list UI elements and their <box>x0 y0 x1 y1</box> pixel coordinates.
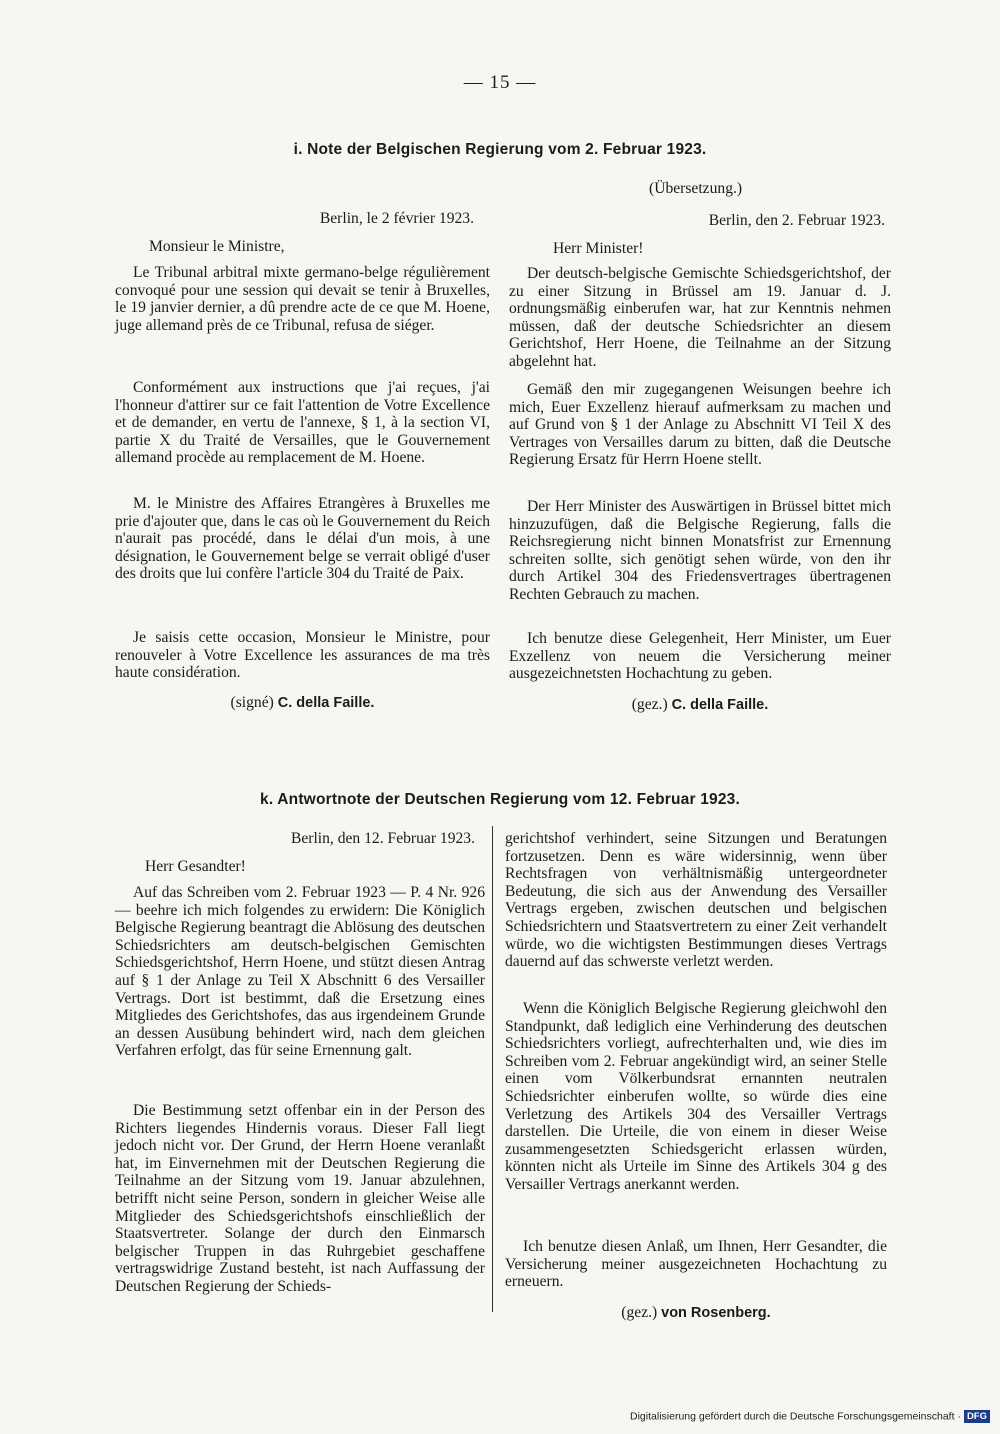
german-paragraph-3: Der Herr Minister des Auswärtigen in Brüssel bittet mich hinzuzufügen, daß die Belgische Regierung, falls die Reichsregierung nicht binnen Monatsfrist zur Ernennung schreiten sollte, sich genötigt sehen würde, von den ihr durch Artikel 304 des Friedensvertrages übertragenen Rechten Gebrauch zu machen. <box>509 498 891 603</box>
german-paragraph-1: Der deutsch-belgische Gemischte Schiedsgerichtshof, der zu einer Sitzung in Brüssel am 19. Januar d. J. ordnungsmäßig einberufen war, hat zur Kenntnis nehmen müssen, daß der deutsche Schiedsrichter an diesem Gerichtshof, Herr Hoene, die Teilnahme an der Sitzung abgelehnt hat. <box>509 265 891 370</box>
french-salutation: Monsieur le Ministre, <box>149 238 285 255</box>
section-k-signature <box>505 1304 887 1322</box>
german-translation-note: (Übersetzung.) <box>649 180 743 197</box>
french-paragraph-3: M. le Ministre des Affaires Etrangères à Bruxelles me prie d'ajouter que, dans le cas où le Gouvernement du Reich n'aurait pas procédé, dans le délai d'un mois, à une désignation, le Gouvernement belge se verrait obligé d'user des droits que lui confère l'article 304 du Traité de Paix. <box>115 495 490 583</box>
french-signature-name: C. della Faille. <box>277 695 375 711</box>
german-signature <box>509 696 891 714</box>
section-i-heading: i. Note der Belgischen Regierung vom 2. Februar 1923. <box>293 141 707 158</box>
german-dateline: Berlin, den 2. Februar 1923. <box>708 212 885 229</box>
section-k-signature-prefix: (gez.) <box>621 1304 658 1321</box>
french-paragraph-2: Conformément aux instructions que j'ai reçues, j'ai l'honneur d'attirer sur ce fait l'attention de Votre Excellence et de demander, en vertu de l'annexe, § 1, à la section VI, partie X du Traité de Versailles, que le Gouvernement allemand procède au remplacement de M. Hoene. <box>115 379 490 467</box>
french-signature <box>115 694 490 712</box>
french-paragraph-1: Le Tribunal arbitral mixte germano-belge régulièrement convoqué pour une session qui devait se tenir à Bruxelles, le 19 janvier dernier, a dû prendre acte de ce que M. Hoene, juge allemand près de ce Tribunal, refusa de siéger. <box>115 264 490 334</box>
section-k-heading: k. Antwortnote der Deutschen Regierung vom 12. Februar 1923. <box>260 791 740 808</box>
section-k-paragraph-1: Auf das Schreiben vom 2. Februar 1923 — P. 4 Nr. 926 — beehre ich mich folgendes zu erwidern: Die Königlich Belgische Regierung beantragt die Ablösung des deutschen Schiedsrichters am deutsch-belgischen Gemischten Schiedsgerichtshof, Herrn Hoene, und stützt diesen Antrag auf § 1 der Anlage zu Teil X Abschnitt 6 des Versailler Vertrags. Dort ist bestimmt, daß die Ersetzung eines Mitgliedes des Gerichtshofes, das aus irgendeinem Grunde an dessen Ausübung behindert wird, nach dem gleichen Verfahren erfolgt, das für seine Ernennung galt. <box>115 884 485 1060</box>
dfg-logo: DFG <box>964 1410 990 1423</box>
german-paragraph-2: Gemäß den mir zugegangenen Weisungen beehre ich mich, Euer Exzellenz hierauf aufmerksam zu machen und auf Grund von § 1 der Anlage zu Abschnitt VI Teil X des Vertrages von Versailles darum zu bitten, daß die Deutsche Regierung Ersatz für Herrn Hoene stellt. <box>509 381 891 469</box>
french-signature-prefix: (signé) <box>230 694 274 711</box>
german-paragraph-4: Ich benutze diese Gelegenheit, Herr Minister, um Euer Exzellenz von neuem die Versicherung meiner ausgezeichnetsten Hochachtung zu geben. <box>509 630 891 683</box>
section-k-paragraph-3: gerichtshof verhindert, seine Sitzungen und Beratungen fortzusetzen. Denn es wäre widersinnig, wenn über Rechtsfragen von verhältnismäßig untergeordneter Bedeutung, die sich aus der Anwendung des Versailler Vertrags ergeben, zwischen deutschen und belgischen Schiedsrichtern und Staatsvertretern zu einer Zeit verhandelt würde, wo die wichtigsten Bestimmungen dieses Vertrags dauernd auf das schwerste verletzt werden. <box>505 830 887 971</box>
german-signature-name: C. della Faille. <box>671 697 769 713</box>
section-k-dateline: Berlin, den 12. Februar 1923. <box>290 830 475 847</box>
footer-credit <box>560 1410 990 1423</box>
french-dateline: Berlin, le 2 février 1923. <box>319 210 474 227</box>
footer-credit-text: Digitalisierung gefördert durch die Deutsche Forschungsgemeinschaft · <box>630 1410 961 1423</box>
french-paragraph-4: Je saisis cette occasion, Monsieur le Ministre, pour renouveler à Votre Excellence les assurances de ma très haute considération. <box>115 629 490 682</box>
german-salutation: Herr Minister! <box>553 240 644 257</box>
section-k-paragraph-5: Ich benutze diesen Anlaß, um Ihnen, Herr Gesandter, die Versicherung meiner ausgezeichneten Hochachtung zu erneuern. <box>505 1238 887 1291</box>
column-divider <box>492 826 493 1312</box>
german-signature-prefix: (gez.) <box>631 696 668 713</box>
section-k-signature-name: von Rosenberg. <box>661 1305 771 1321</box>
section-k-paragraph-4: Wenn die Königlich Belgische Regierung gleichwohl den Standpunkt, daß lediglich eine Verhinderung des deutschen Schiedsrichters vorliegt, aufrechterhalten und, wie dies im Schreiben vom 2. Februar angekündigt wird, an seiner Stelle einen vom Völkerbundsrat ernannten neutralen Schiedsrichter einberufen wollte, so würde dies eine Verletzung des Artikels 304 des Versailler Vertrags darstellen. Die Urteile, die von einem in dieser Weise zusammengesetzten Schiedsgericht erlassen würden, könnten nicht als Urteile im Sinne des Artikels 304 g des Versailler Vertrags anerkannt werden. <box>505 1000 887 1193</box>
section-k-salutation: Herr Gesandter! <box>145 858 246 875</box>
section-k-paragraph-2: Die Bestimmung setzt offenbar ein in der Person des Richters liegendes Hindernis voraus. Dieser Fall liegt jedoch nicht vor. Der Grund, der Herrn Hoene veranlaßt hat, im Einvernehmen mit der Deutschen Regierung die Teilnahme an der Sitzung vom 19. Januar abzulehnen, betrifft nicht seine Person, sondern in gleicher Weise alle Mitglieder des Schiedsgerichtshofs einschließlich der Staatsvertreter. Solange der durch den Einmarsch belgischer Truppen in das Ruhrgebiet geschaffene vertragswidrige Zustand besteht, ist nach Auffassung der Deutschen Regierung der Schieds- <box>115 1102 485 1295</box>
page-number: — 15 — <box>463 72 537 93</box>
